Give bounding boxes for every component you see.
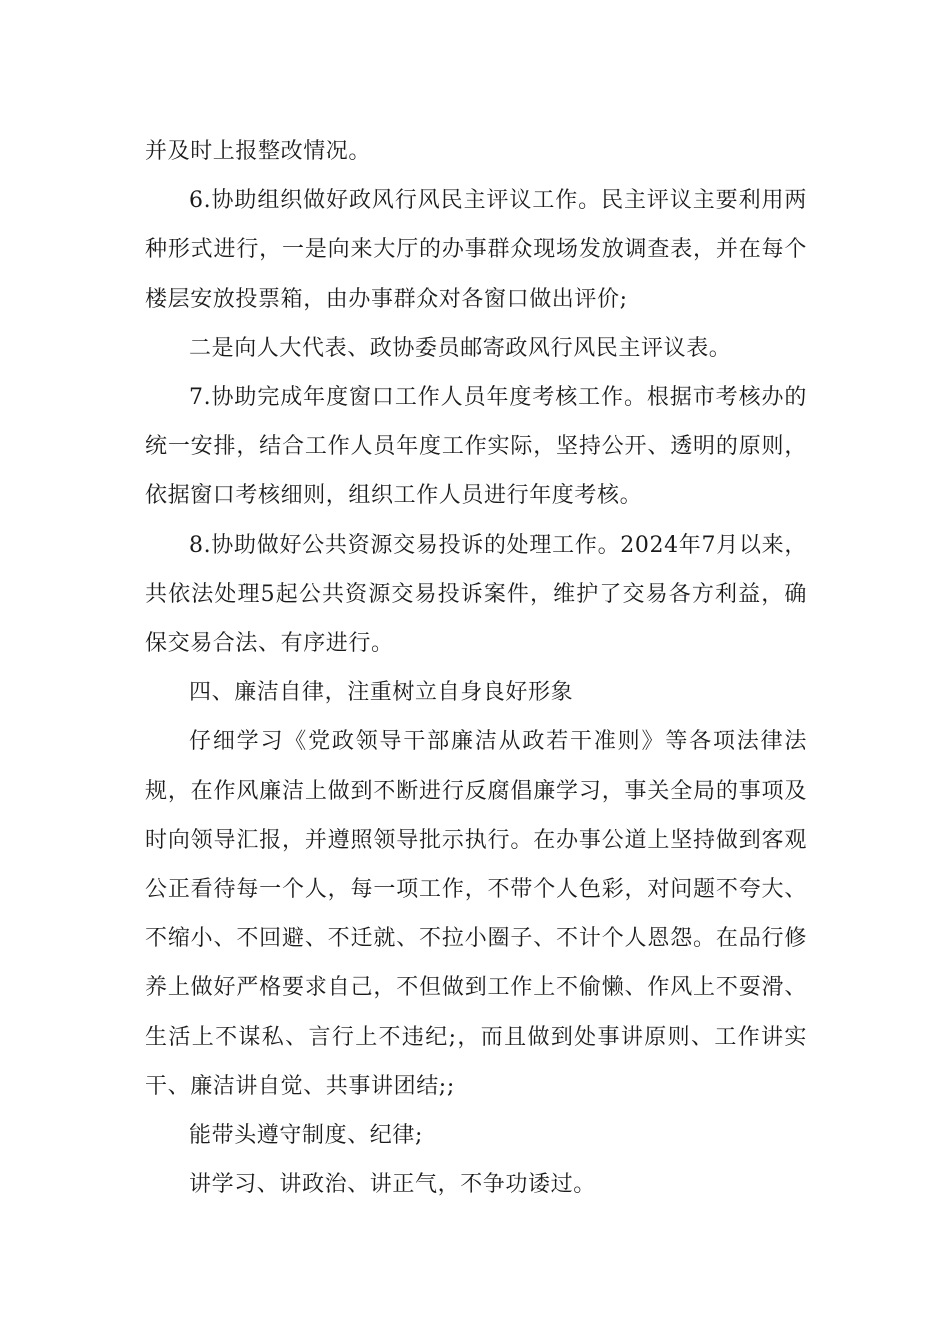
- paragraph-rectification-report: 并及时上报整改情况。: [145, 139, 372, 164]
- paragraph-integrity-study: 仔细学习《党政领导干部廉洁从政若干准则》等各项法律法规，在作风廉洁上做到不断进行反腐倡廉学习，事关全局的事项及时向领导汇报，并遵照领导批示执行。在办事公道上坚持做到客观公正看待每一个人，每一项工作，不带个人色彩，对问题不夸大、不缩小、不回避、不迁就、不拉小圈子、不计个人恩怨。在品行修养上做好严格要求自己，不但做到工作上不偷懒、作风上不耍滑、生活上不谋私、言行上不违纪;，而且做到处事讲原则、工作讲实干、廉洁讲自觉、共事讲团结;;: [145, 729, 807, 1099]
- paragraph-discipline: 能带头遵守制度、纪律;: [189, 1123, 424, 1149]
- paragraph-item-6-democratic-evaluation: 6.协助组织做好政风行风民主评议工作。民主评议主要利用两种形式进行，一是向来大厅的办事群众现场发放调查表，并在每个楼层安放投票箱，由办事群众对各窗口做出评价;: [145, 188, 807, 312]
- document-body: [145, 127, 807, 1209]
- paragraph-item-8-complaint-handling: 8.协助做好公共资源交易投诉的处理工作。2024年7月以来，共依法处理5起公共资源交易投诉案件，维护了交易各方利益，确保交易合法、有序进行。: [145, 532, 807, 657]
- paragraph-item-7-annual-assessment: 7.协助完成年度窗口工作人员年度考核工作。根据市考核办的统一安排，结合工作人员年度工作实际，坚持公开、透明的原则，依据窗口考核细则，组织工作人员进行年度考核。: [145, 385, 807, 509]
- paragraph-item-6-second-form: 二是向人大代表、政协委员邮寄政风行风民主评议表。: [189, 335, 732, 361]
- paragraph-conduct: 讲学习、讲政治、讲正气，不争功诿过。: [189, 1172, 596, 1198]
- section-heading-4: 四、廉洁自律，注重树立自身良好形象: [189, 680, 574, 706]
